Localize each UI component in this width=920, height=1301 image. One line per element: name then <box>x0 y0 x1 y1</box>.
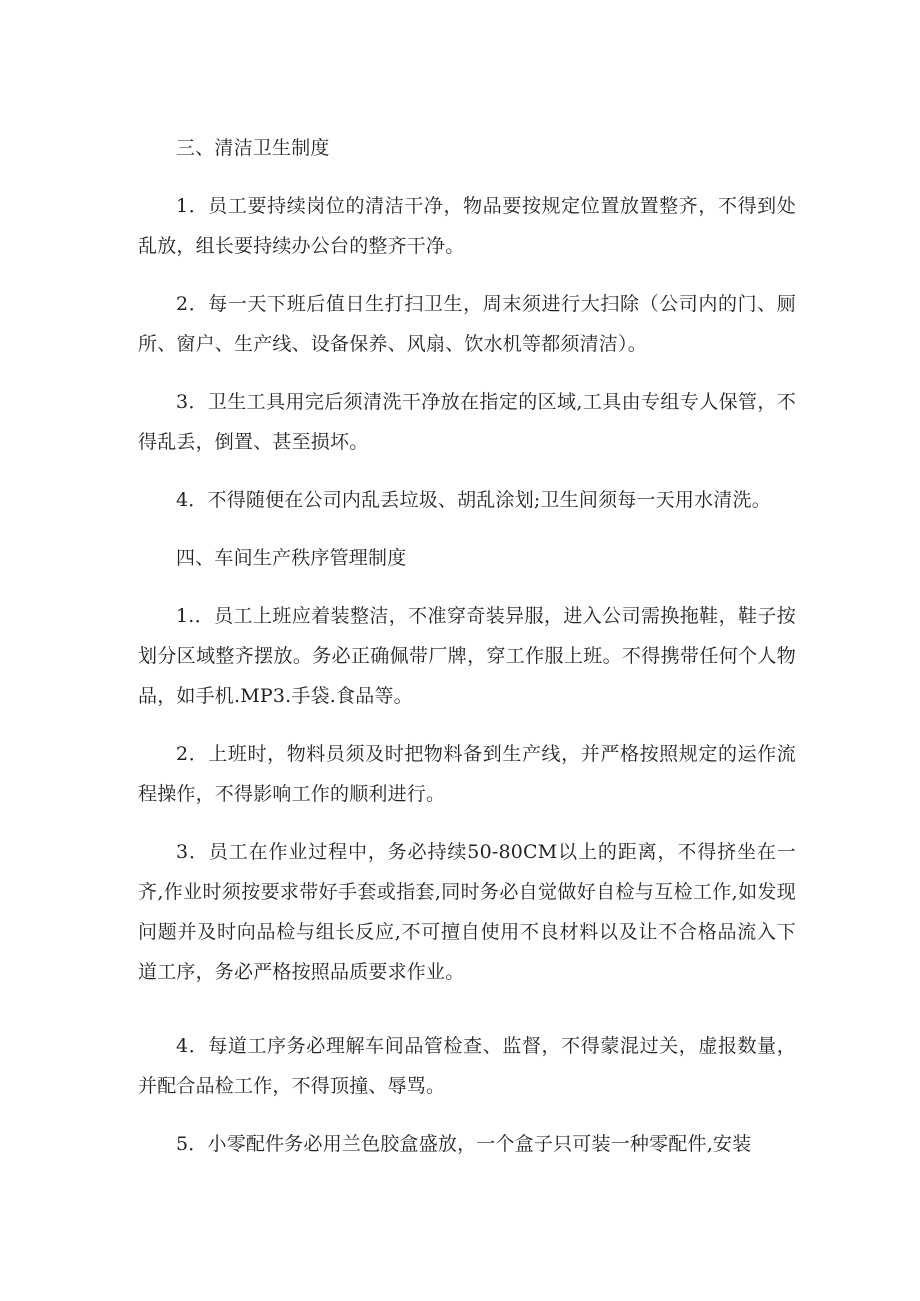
production-rule-2: 2．上班时，物料员须及时把物料备到生产线，并严格按照规定的运作流程操作，不得影响工作的顺利进行。 <box>138 743 796 805</box>
cleaning-rule-2: 2．每一天下班后值日生打扫卫生，周末须进行大扫除（公司内的门、厕所、窗户、生产线、设备保养、风扇、饮水机等都须清洁）。 <box>138 293 796 355</box>
cleaning-rule-1: 1．员工要持续岗位的清洁干净，物品要按规定位置放置整齐，不得到处乱放，组长要持续办公台的整齐干净。 <box>138 195 796 257</box>
cleaning-rule-4: 4．不得随便在公司内乱丢垃圾、胡乱涂划;卫生间须每一天用水清洗。 <box>176 489 771 511</box>
production-rule-5: 5．小零配件务必用兰色胶盒盛放，一个盒子只可装一种零配件,安装 <box>176 1133 752 1155</box>
cleaning-rule-3: 3．卫生工具用完后须清洗干净放在指定的区域,工具由专组专人保管，不得乱丢，倒置、甚至损坏。 <box>138 391 796 453</box>
production-rule-1: 1.．员工上班应着装整洁，不准穿奇装异服，进入公司需换拖鞋，鞋子按划分区域整齐摆放。务必正确佩带厂牌，穿工作服上班。不得携带任何个人物品，如手机.MP3.手袋.食品等。 <box>138 605 796 707</box>
section-heading-cleaning: 三、清洁卫生制度 <box>176 137 330 159</box>
production-rule-4: 4．每道工序务必理解车间品管检查、监督，不得蒙混过关，虚报数量，并配合品检工作，不得顶撞、辱骂。 <box>138 1035 796 1097</box>
production-rule-3: 3．员工在作业过程中，务必持续50-80CM以上的距离，不得挤坐在一齐,作业时须按要求带好手套或指套,同时务必自觉做好自检与互检工作,如发现问题并及时向品检与组长反应,不可擅自使用不良材料以及让不合格品流入下道工序，务必严格按照品质要求作业。 <box>138 841 796 983</box>
section-heading-production: 四、车间生产秩序管理制度 <box>176 547 407 569</box>
document-body <box>138 128 796 1182</box>
